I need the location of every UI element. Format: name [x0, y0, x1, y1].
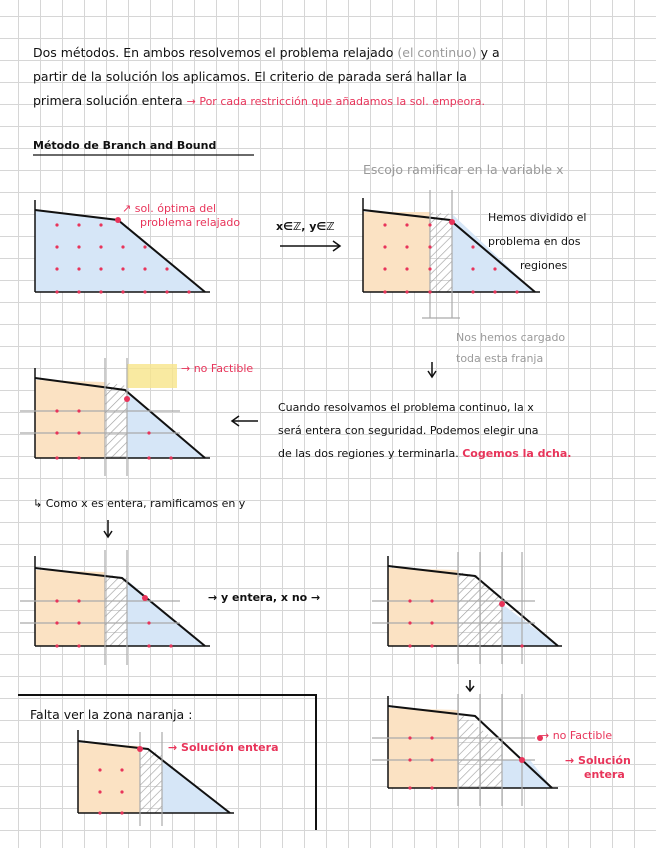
constraint-label: x∈ℤ, y∈ℤ	[276, 220, 335, 233]
continuous-note-2: será entera con seguridad. Podemos elegir una	[278, 424, 539, 437]
section-title: Método de Branch and Bound	[33, 139, 217, 152]
solucion-right-1: → Solución	[565, 754, 631, 767]
falta-label: Falta ver la zona naranja :	[30, 707, 193, 722]
branch-note: Escojo ramificar en la variable x	[363, 162, 564, 177]
strip-note-2: toda esta franja	[456, 352, 544, 365]
continuous-note-3-text: de las dos regiones y terminarla.	[278, 447, 459, 460]
intro-line-2: partir de la solución los aplicamos. El criterio de parada será hallar la	[33, 69, 467, 84]
y-int-note: → y entera, x no →	[208, 591, 321, 604]
branch-y-note: ↳ Como x es entera, ramificamos en y	[33, 497, 246, 510]
diagram-branch-x	[363, 190, 540, 318]
no-factible-label-2: → no Factible	[540, 729, 613, 742]
intro-line-1	[33, 45, 500, 61]
intro-line-1-text: Dos métodos. En ambos resolvemos el problema relajado	[33, 45, 394, 60]
strip-note-1: Nos hemos cargado	[456, 331, 566, 344]
regions-note-1: Hemos dividido el	[488, 211, 587, 224]
intro-line-1-paren: (el continuo)	[397, 45, 477, 60]
solucion-right-2: entera	[584, 768, 625, 781]
continuous-note-3	[278, 447, 571, 460]
intro-line-3-red: → Por cada restricción que añadamos la sol. empeora.	[186, 95, 485, 108]
intro-line-3	[33, 93, 485, 109]
intro-line-1-end: y a	[480, 45, 500, 60]
solucion-left: → Solución entera	[168, 741, 279, 754]
regions-note-2: problema en dos	[488, 235, 581, 248]
opt-label-2: problema relajado	[140, 216, 241, 229]
diagram-no-factible	[20, 358, 210, 476]
regions-note-3: regiones	[520, 259, 568, 272]
diagram-branch-y	[20, 550, 210, 665]
diagram-final	[372, 694, 558, 806]
continuous-note-3-red: Cogemos la dcha.	[462, 447, 572, 460]
opt-label-1: ↗ sol. óptima del	[122, 202, 217, 215]
intro-line-3-text: primera solución entera	[33, 93, 183, 108]
diagram-y-branch-right	[372, 552, 562, 664]
continuous-note-1: Cuando resolvamos el problema continuo, la x	[278, 401, 534, 414]
no-factible-label: → no Factible	[181, 362, 254, 375]
